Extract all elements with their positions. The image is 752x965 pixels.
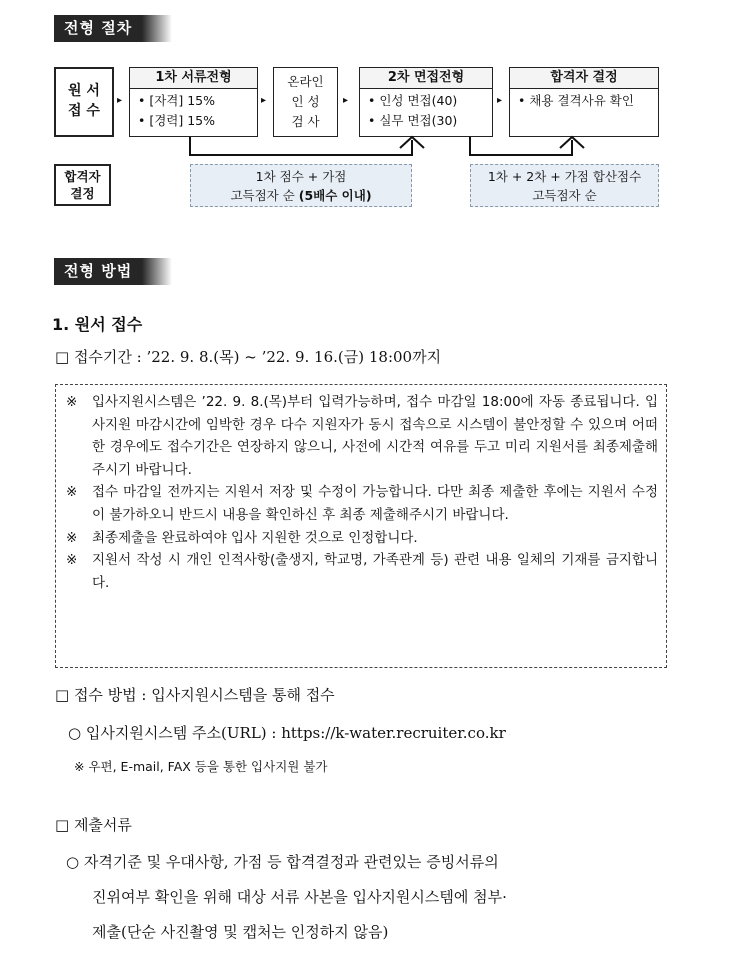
documents-line: 진위여부 확인을 위해 대상 서류 사본을 입사지원시스템에 첨부· [92,888,507,906]
notice-text: 접수 마감일 전까지는 지원서 저장 및 수정이 가능합니다. 다만 최종 제출한 후에는 지원서 수정이 불가하오니 반드시 내용을 확인하신 후 최종 제출해주시기 바랍니다. [92,484,658,523]
step1-title: 1차 서류전형 [130,68,257,89]
decision-label-box [54,164,111,206]
notice-text: 지원서 작성 시 개인 인적사항(출생지, 학교명, 가족관계 등) 관련 내용 일체의 기재를 금지합니다. [92,552,658,591]
online-line2: 인 성 [291,94,320,109]
application-label-2: 접 수 [68,103,100,119]
application-method: □ 접수 방법 : 입사지원시스템을 통해 접수 [55,686,335,704]
reference-mark: ※ [66,484,78,501]
connector-line-2 [470,137,572,155]
notice-text: 입사지원시스템은 ’22. 9. 8.(목)부터 입력가능하며, 접수 마감일 18:00에 자동 종료됩니다. 입사지원 마감시간에 임박한 경우 다수 지원자가 동시 접속으로 시스템이 불안정할 수 있으며 어떠한 경우에도 접수기간은 연장하지 않으니, 사전에 시간적 여유를 두고 미리 지원서를 최종제출해 주시기 바랍니다. [92,394,658,478]
note1-line2-bold: (5배수 이내) [298,188,372,203]
note1-line1: 1차 점수 + 가점 [255,169,347,184]
step3-item: • 채용 결격사유 확인 [518,93,634,108]
section-tag-method [54,258,172,285]
final-criteria-note [470,164,659,207]
online-line1: 온라인 [287,74,324,89]
decision-label-1: 합격자 [64,169,101,184]
step1-item: • [경력] 15% [138,113,216,128]
flow-arrow: ▸ [117,95,123,106]
notice-item [66,527,658,550]
online-line3: 검 사 [291,114,320,129]
flow-connectors [0,0,752,170]
documents-line: ○ 자격기준 및 우대사항, 가점 등 합격결정과 관련있는 증빙서류의 [66,853,499,871]
step1-criteria-note [190,164,412,207]
note1-line2: 고득점자 순 [230,188,299,203]
reference-mark: ※ [66,394,78,410]
heading-application: 1. 원서 접수 [52,315,143,334]
reference-mark: ※ [66,552,78,569]
flow-arrow: ▸ [261,95,267,106]
documents-line: 제출(단순 사진촬영 및 캡처는 인정하지 않음) [92,923,389,941]
connector-line-1 [190,137,412,155]
documents-title: □ 제출서류 [55,816,132,834]
application-label-1: 원 서 [68,83,100,99]
notice-item [66,549,658,594]
notice-box [55,384,667,668]
notice-item [66,481,658,526]
mail-note: ※ 우편, E-mail, FAX 등을 통한 입사지원 불가 [74,759,328,774]
step2-item: • 인성 면접(40) [368,93,458,108]
notice-item [66,391,658,481]
flow-arrow: ▸ [343,95,349,106]
step3-title: 합격자 결정 [510,68,658,89]
decision-label-2: 결정 [70,186,95,201]
flow-arrow: ▸ [497,95,503,106]
step2-title: 2차 면접전형 [360,68,492,89]
application-period: □ 접수기간 : ’22. 9. 8.(목) ~ ’22. 9. 16.(금) 18:00까지 [55,348,442,366]
note2-line1: 1차 + 2차 + 가점 합산점수 [487,169,642,184]
section-title: 전형 방법 [54,258,142,285]
note2-line2: 고득점자 순 [532,188,597,203]
notice-text: 최종제출을 완료하여야 입사 지원한 것으로 인정합니다. [92,529,418,546]
section-title: 전형 절차 [54,15,142,42]
reference-mark: ※ [66,529,78,546]
application-url: ○ 입사지원시스템 주소(URL) : https://k-water.recruiter.co.kr [68,724,506,742]
step2-item: • 실무 면접(30) [368,113,458,128]
step1-item: • [자격] 15% [138,93,216,108]
